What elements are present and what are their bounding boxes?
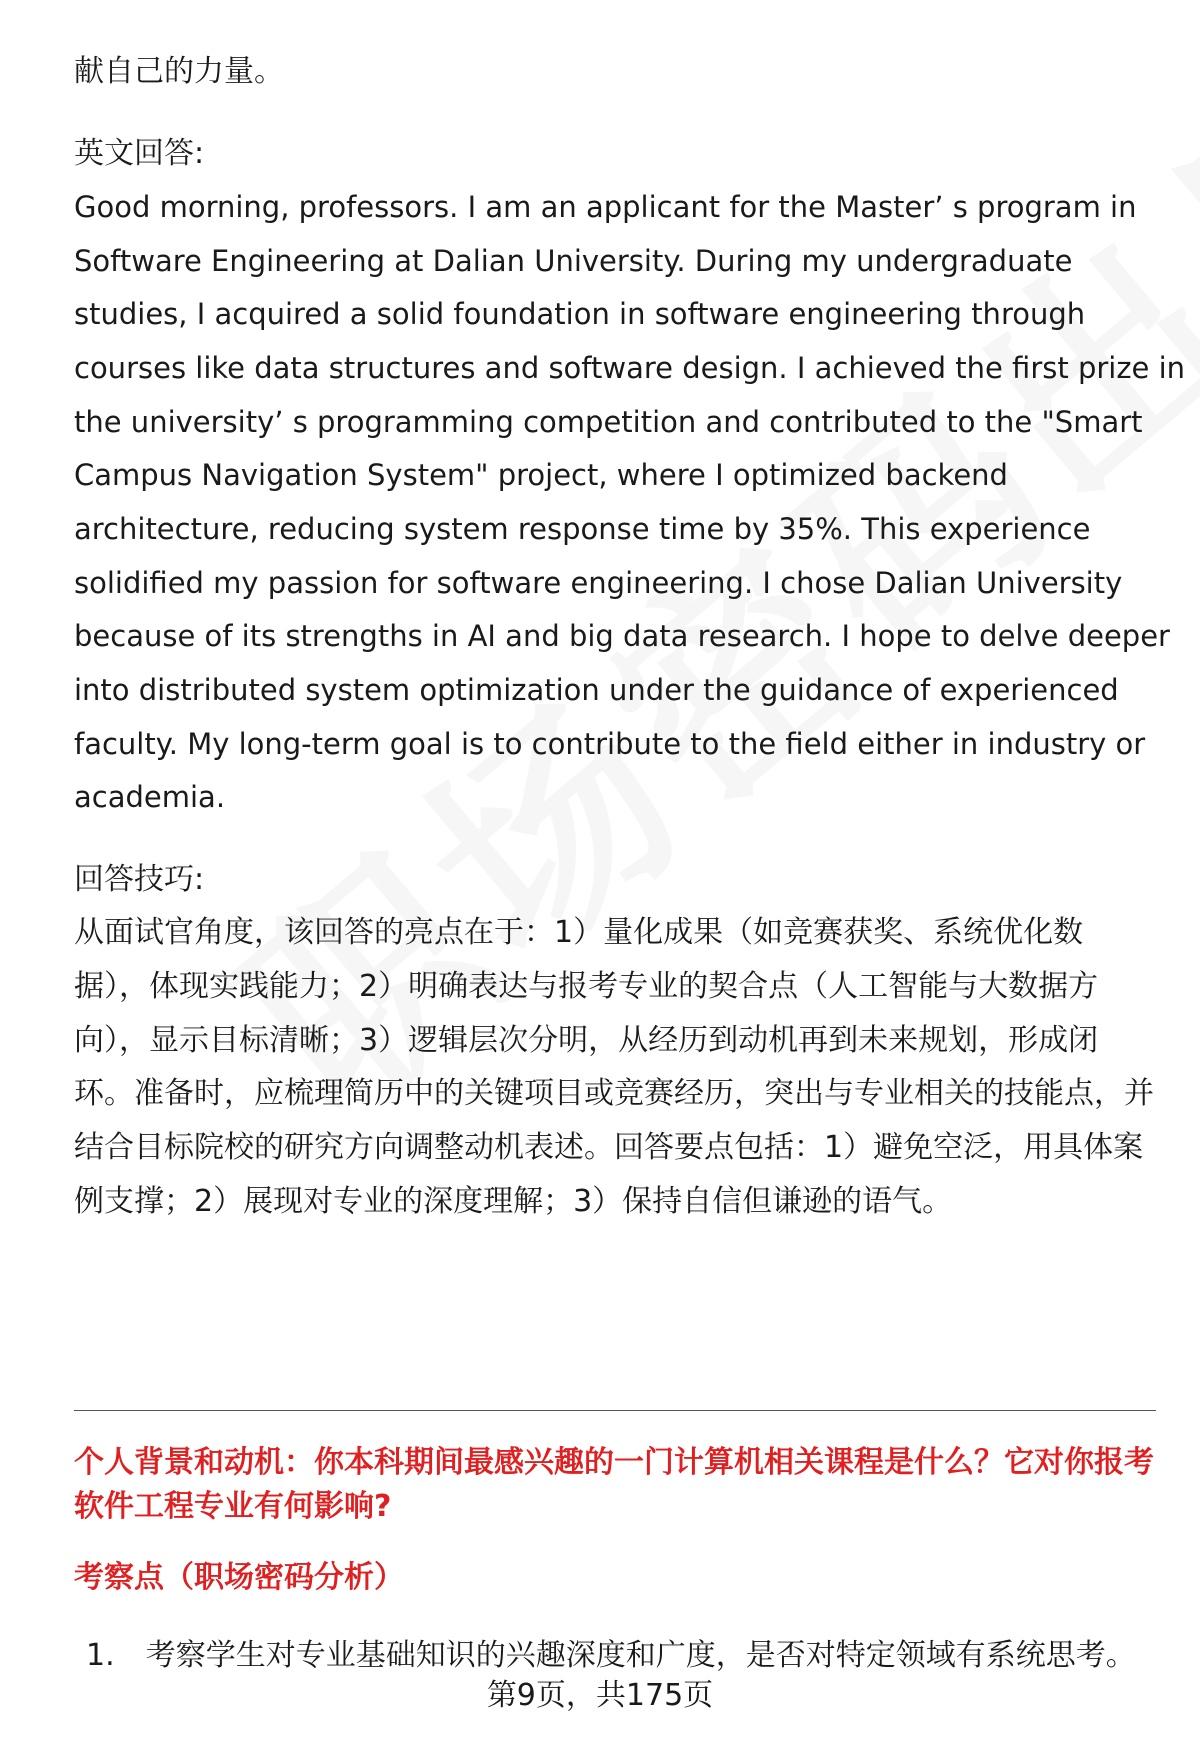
section-divider bbox=[74, 1410, 1156, 1411]
english-line: solidified my passion for software engineering. I chose Dalian University bbox=[74, 566, 1123, 600]
tips-line: 结合目标院校的研究方向调整动机表述。回答要点包括：1）避免空泛，用具体案 bbox=[74, 1130, 1144, 1165]
tips-line: 环。准备时，应梳理简历中的关键项目或竞赛经历，突出与专业相关的技能点，并 bbox=[74, 1076, 1154, 1111]
list-item bbox=[86, 1636, 1136, 1676]
continuation-line: 献自己的力量。 bbox=[74, 54, 284, 89]
english-line: Good morning, professors. I am an applicant for the Master’ s program in bbox=[74, 190, 1137, 224]
question-line: 软件工程专业有何影响? bbox=[74, 1489, 392, 1524]
english-line: faculty. My long-term goal is to contribute to the field either in industry or bbox=[74, 727, 1146, 761]
english-line: the university’ s programming competition and contributed to the "Smart bbox=[74, 405, 1143, 439]
english-line: architecture, reducing system response time by 35%. This experience bbox=[74, 512, 1091, 546]
tips-line: 例支撑；2）展现对专业的深度理解；3）保持自信但谦逊的语气。 bbox=[74, 1184, 953, 1219]
english-line: Campus Navigation System" project, where I optimized backend bbox=[74, 458, 1008, 492]
tips-line: 据），体现实践能力；2）明确表达与报考专业的契合点（人工智能与大数据方 bbox=[74, 969, 1099, 1004]
tips-line: 向），显示目标清晰；3）逻辑层次分明，从经历到动机再到未来规划，形成闭 bbox=[74, 1023, 1099, 1058]
english-answer-label: 英文回答: bbox=[74, 136, 205, 171]
question-line: 个人背景和动机：你本科期间最感兴趣的一门计算机相关课程是什么？它对你报考 bbox=[74, 1445, 1154, 1480]
examine-heading: 考察点（职场密码分析） bbox=[74, 1560, 404, 1595]
list-item-text: 考察学生对专业基础知识的兴趣深度和广度，是否对特定领域有系统思考。 bbox=[145, 1638, 1136, 1673]
english-line: studies, I acquired a solid foundation in software engineering through bbox=[74, 297, 1086, 331]
english-line: into distributed system optimization under the guidance of experienced bbox=[74, 673, 1119, 707]
tips-line: 从面试官角度，该回答的亮点在于：1）量化成果（如竞赛获奖、系统优化数 bbox=[74, 915, 1084, 950]
english-line: because of its strengths in AI and big data research. I hope to delve deeper bbox=[74, 619, 1170, 653]
english-line: Software Engineering at Dalian University. During my undergraduate bbox=[74, 244, 1073, 278]
english-line: academia. bbox=[74, 780, 226, 814]
tips-label: 回答技巧: bbox=[74, 862, 205, 897]
list-item-number: 1. bbox=[86, 1638, 115, 1673]
watermark bbox=[162, 341, 1200, 1379]
english-line: courses like data structures and software design. I achieved the first prize in bbox=[74, 351, 1186, 385]
page-footer: 第9页，共175页 bbox=[486, 1678, 714, 1713]
